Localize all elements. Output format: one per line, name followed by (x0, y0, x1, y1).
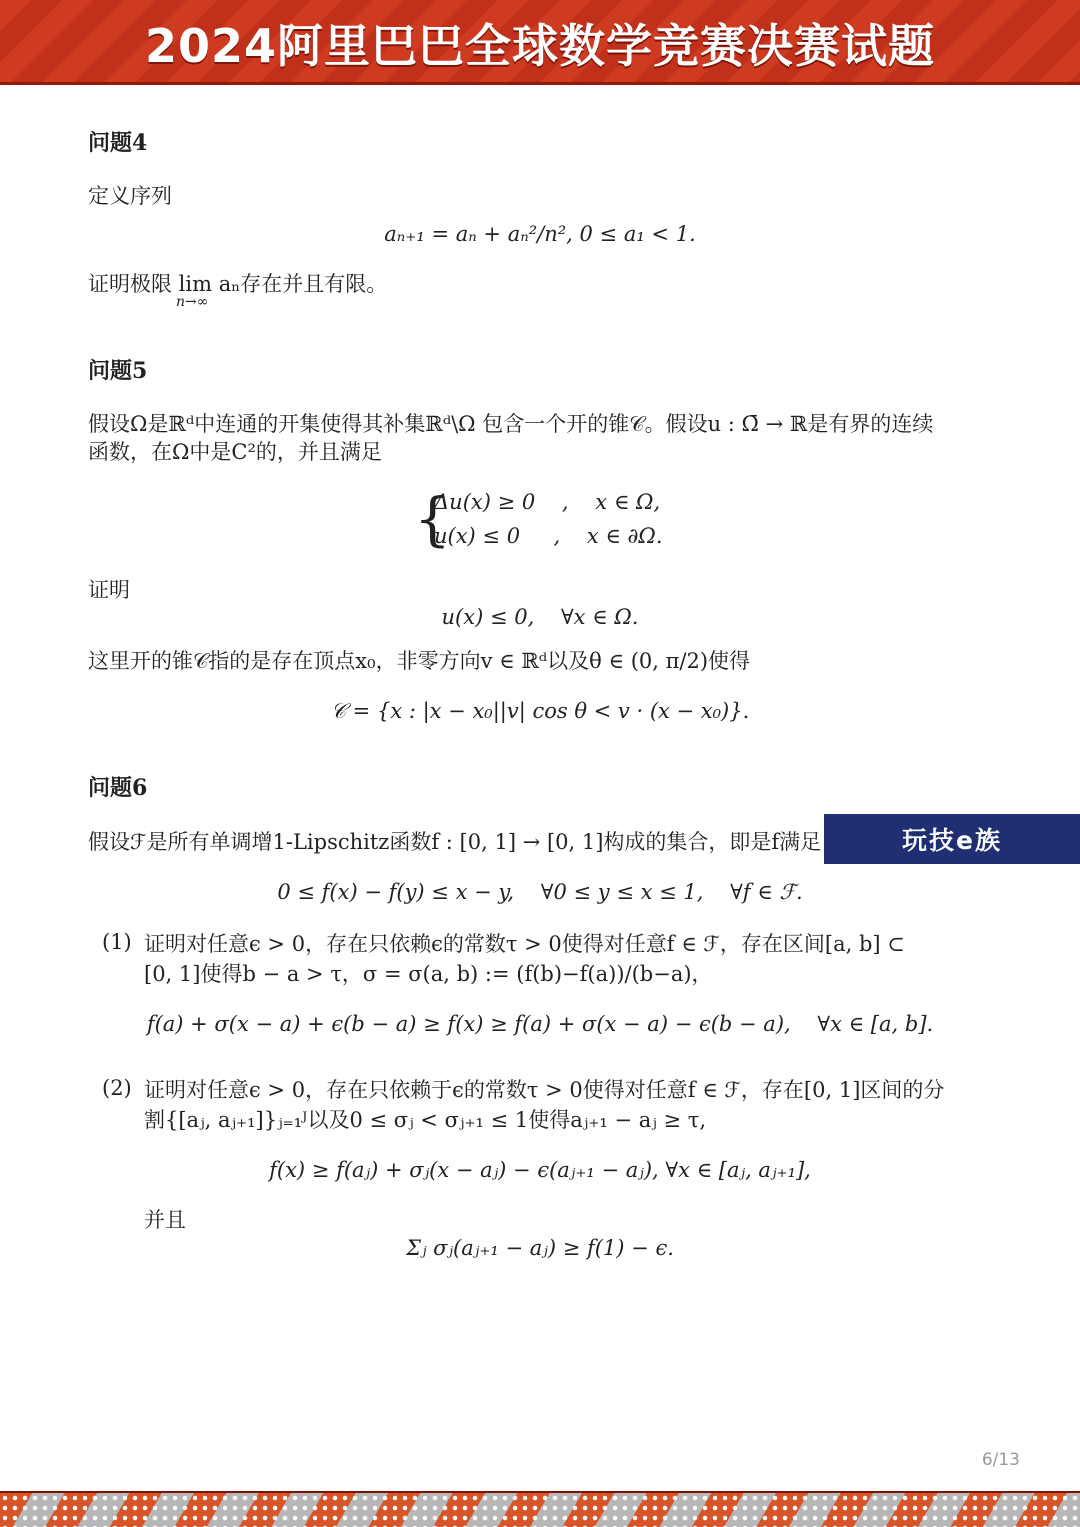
item-2-number: (2) (102, 1076, 132, 1100)
item-2-and: 并且 (144, 1208, 186, 1232)
page-title: 2024阿里巴巴全球数学竞赛决赛试题 (144, 19, 936, 73)
problem-5-line1: 假设Ω是ℝᵈ中连通的开集使得其补集ℝᵈ\Ω 包含一个开的锥𝒞。假设u : Ω̄ → ℝ是有界的连续 (88, 412, 934, 436)
problem-4-claim: 证明极限 lim aₙ存在并且有限。 (88, 272, 388, 296)
item-2-line1: 证明对任意ϵ > 0，存在只依赖于ϵ的常数τ > 0使得对任意f ∈ ℱ，存在[0, 1]区间的分 (144, 1078, 945, 1102)
problem-5-heading: 问题5 (88, 358, 148, 384)
item-1-number: (1) (102, 930, 132, 954)
problem-4-heading: 问题4 (88, 130, 148, 156)
problem-5-system-line1: Δu(x) ≥ 0 , x ∈ Ω, (434, 490, 661, 514)
problem-6-heading: 问题6 (88, 775, 148, 801)
problem-4-formula: aₙ₊₁ = aₙ + aₙ²/n², 0 ≤ a₁ < 1. (384, 222, 696, 246)
problem-5-result: u(x) ≤ 0, ∀x ∈ Ω. (441, 605, 639, 629)
watermark-logo: 玩技e族 (824, 814, 1080, 864)
footer-decoration (0, 1491, 1080, 1527)
item-2-sum-formula: Σⱼ σⱼ(aⱼ₊₁ − aⱼ) ≥ f(1) − ϵ. (406, 1236, 674, 1260)
problem-5-line2: 函数，在Ω中是C²的，并且满足 (88, 440, 382, 464)
page-number: 6/13 (981, 1450, 1020, 1470)
item-2-line2: 割{[aⱼ, aⱼ₊₁]}ⱼ₌₁ᴶ以及0 ≤ σⱼ < σⱼ₊₁ ≤ 1使得aⱼ₊₁ − aⱼ ≥ τ, (144, 1108, 707, 1132)
problem-5-cone-definition: 这里开的锥𝒞指的是存在顶点x₀，非零方向v ∈ ℝᵈ以及θ ∈ (0, π/2)使得 (88, 649, 751, 673)
problem-6-intro: 假设ℱ是所有单调增1-Lipschitz函数f : [0, 1] → [0, 1]构成的集合，即是f满足 (88, 830, 822, 854)
problem-6-condition: 0 ≤ f(x) − f(y) ≤ x − y, ∀0 ≤ y ≤ x ≤ 1, ∀f ∈ ℱ. (277, 880, 803, 904)
problem-5-system-line2: u(x) ≤ 0 , x ∈ ∂Ω. (434, 524, 663, 548)
problem-4-lim-subscript: n→∞ (176, 294, 209, 310)
problem-5-cone-formula: 𝒞 = {x : |x − x₀||v| cos θ < v · (x − x₀)}. (330, 699, 750, 723)
problem-5-brace: { (414, 485, 451, 553)
item-1-formula: f(a) + σ(x − a) + ϵ(b − a) ≥ f(x) ≥ f(a) + σ(x − a) − ϵ(b − a), ∀x ∈ [a, b]. (146, 1012, 934, 1036)
item-1-line2: [0, 1]使得b − a > τ，σ = σ(a, b) := (f(b)−f(a))/(b−a)， (144, 962, 713, 986)
header-banner (0, 0, 1080, 85)
problem-4-intro: 定义序列 (88, 184, 172, 208)
item-1-line1: 证明对任意ϵ > 0，存在只依赖ϵ的常数τ > 0使得对任意f ∈ ℱ，存在区间[a, b] ⊂ (144, 932, 905, 956)
problem-5-prove: 证明 (88, 578, 130, 602)
item-2-formula: f(x) ≥ f(aⱼ) + σⱼ(x − aⱼ) − ϵ(aⱼ₊₁ − aⱼ), ∀x ∈ [aⱼ, aⱼ₊₁], (269, 1158, 811, 1182)
